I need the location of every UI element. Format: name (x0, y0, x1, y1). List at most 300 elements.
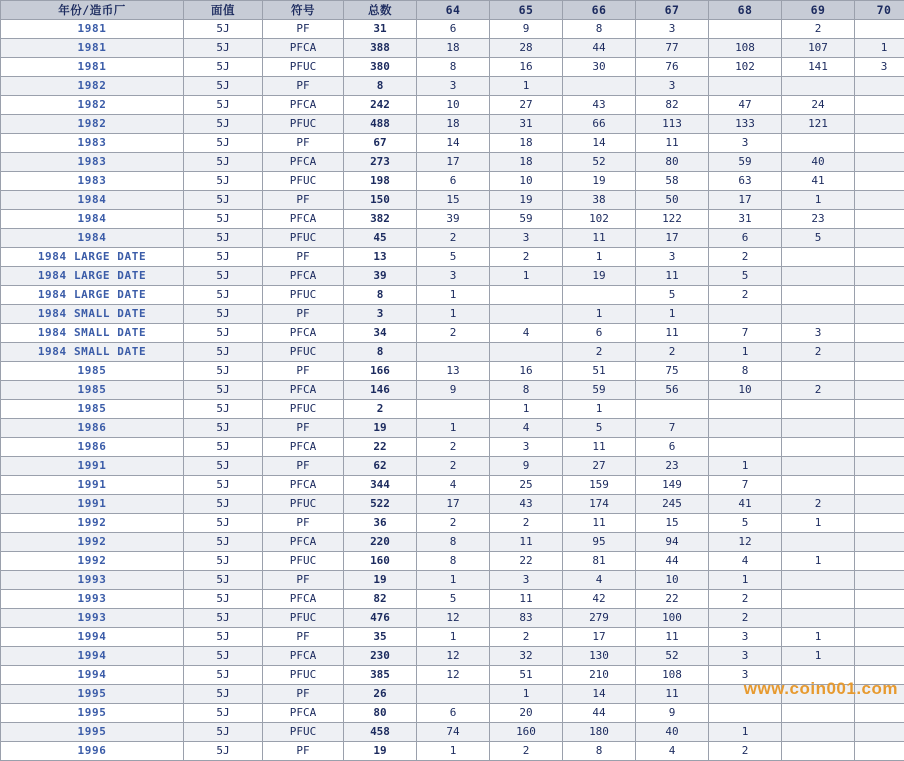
cell-denom: 5J (184, 590, 263, 609)
cell-total: 166 (344, 362, 417, 381)
cell-denom: 5J (184, 305, 263, 324)
cell-g65: 25 (490, 476, 563, 495)
cell-g69 (782, 267, 855, 286)
cell-g70 (855, 305, 904, 324)
cell-g67: 122 (636, 210, 709, 229)
cell-total: 82 (344, 590, 417, 609)
cell-symbol: PFCA (263, 533, 344, 552)
cell-g67: 11 (636, 685, 709, 704)
cell-denom: 5J (184, 286, 263, 305)
cell-g67: 50 (636, 191, 709, 210)
cell-g66: 17 (563, 628, 636, 647)
cell-denom: 5J (184, 628, 263, 647)
cell-g66: 279 (563, 609, 636, 628)
cell-denom: 5J (184, 666, 263, 685)
cell-g68: 2 (709, 590, 782, 609)
cell-g65: 11 (490, 590, 563, 609)
cell-g65: 31 (490, 115, 563, 134)
cell-denom: 5J (184, 20, 263, 39)
cell-g64: 4 (417, 476, 490, 495)
cell-g65: 1 (490, 400, 563, 419)
column-header-total: 总数 (344, 1, 417, 20)
watermark-text: www.coin001.com (744, 679, 898, 698)
table-row (1, 552, 904, 571)
cell-g70 (855, 172, 904, 191)
cell-g69: 141 (782, 58, 855, 77)
column-header-year: 年份/造币厂 (1, 1, 184, 20)
cell-g65: 27 (490, 96, 563, 115)
cell-g65: 2 (490, 248, 563, 267)
cell-g69: 23 (782, 210, 855, 229)
table-row (1, 172, 904, 191)
cell-denom: 5J (184, 457, 263, 476)
cell-g67: 3 (636, 77, 709, 96)
cell-year: 1984 SMALL DATE (1, 305, 184, 324)
cell-g66: 130 (563, 647, 636, 666)
cell-total: 273 (344, 153, 417, 172)
cell-total: 380 (344, 58, 417, 77)
cell-g67: 44 (636, 552, 709, 571)
cell-g64: 13 (417, 362, 490, 381)
cell-g67: 2 (636, 343, 709, 362)
cell-total: 385 (344, 666, 417, 685)
cell-denom: 5J (184, 229, 263, 248)
table-row (1, 134, 904, 153)
cell-symbol: PFUC (263, 58, 344, 77)
cell-g66: 38 (563, 191, 636, 210)
cell-g64: 1 (417, 419, 490, 438)
cell-g68: 102 (709, 58, 782, 77)
table-row (1, 419, 904, 438)
cell-total: 35 (344, 628, 417, 647)
cell-total: 45 (344, 229, 417, 248)
cell-g67: 3 (636, 248, 709, 267)
cell-g64: 6 (417, 172, 490, 191)
cell-g64: 18 (417, 39, 490, 58)
cell-g68: 59 (709, 153, 782, 172)
cell-total: 388 (344, 39, 417, 58)
cell-symbol: PF (263, 134, 344, 153)
cell-g67: 15 (636, 514, 709, 533)
cell-g68: 7 (709, 476, 782, 495)
cell-g64: 2 (417, 438, 490, 457)
cell-total: 8 (344, 286, 417, 305)
cell-g67: 113 (636, 115, 709, 134)
cell-g67: 82 (636, 96, 709, 115)
cell-symbol: PFUC (263, 609, 344, 628)
cell-g66: 174 (563, 495, 636, 514)
cell-g69: 2 (782, 495, 855, 514)
table-row (1, 590, 904, 609)
cell-g68: 1 (709, 723, 782, 742)
cell-g68: 41 (709, 495, 782, 514)
cell-denom: 5J (184, 324, 263, 343)
cell-g69: 2 (782, 343, 855, 362)
cell-g65 (490, 286, 563, 305)
cell-g70 (855, 20, 904, 39)
cell-g64: 74 (417, 723, 490, 742)
cell-g68 (709, 305, 782, 324)
table-row (1, 495, 904, 514)
cell-g66: 27 (563, 457, 636, 476)
cell-total: 458 (344, 723, 417, 742)
cell-g64: 17 (417, 495, 490, 514)
cell-g69 (782, 742, 855, 761)
cell-g66: 180 (563, 723, 636, 742)
column-header-g66: 66 (563, 1, 636, 20)
cell-g66: 1 (563, 400, 636, 419)
cell-g66: 43 (563, 96, 636, 115)
cell-g69: 1 (782, 191, 855, 210)
cell-g70 (855, 77, 904, 96)
cell-year: 1991 (1, 457, 184, 476)
table-row (1, 381, 904, 400)
cell-g65: 3 (490, 438, 563, 457)
cell-total: 62 (344, 457, 417, 476)
cell-g66: 11 (563, 514, 636, 533)
cell-g65: 18 (490, 134, 563, 153)
cell-g66: 6 (563, 324, 636, 343)
cell-total: 31 (344, 20, 417, 39)
cell-g65: 8 (490, 381, 563, 400)
cell-total: 67 (344, 134, 417, 153)
cell-year: 1986 (1, 419, 184, 438)
cell-year: 1983 (1, 172, 184, 191)
cell-total: 230 (344, 647, 417, 666)
cell-denom: 5J (184, 533, 263, 552)
table-row (1, 362, 904, 381)
cell-g66: 14 (563, 134, 636, 153)
cell-g70 (855, 153, 904, 172)
cell-year: 1982 (1, 77, 184, 96)
cell-g70 (855, 343, 904, 362)
cell-g65: 43 (490, 495, 563, 514)
cell-g67: 94 (636, 533, 709, 552)
cell-g68: 6 (709, 229, 782, 248)
cell-g70: 1 (855, 39, 904, 58)
cell-g69 (782, 400, 855, 419)
cell-g70 (855, 666, 904, 685)
cell-denom: 5J (184, 115, 263, 134)
cell-total: 146 (344, 381, 417, 400)
cell-g69: 2 (782, 381, 855, 400)
table-row (1, 191, 904, 210)
cell-g65: 10 (490, 172, 563, 191)
cell-denom: 5J (184, 609, 263, 628)
cell-g66: 44 (563, 704, 636, 723)
cell-total: 344 (344, 476, 417, 495)
cell-g69 (782, 476, 855, 495)
cell-g69 (782, 362, 855, 381)
cell-g64: 1 (417, 286, 490, 305)
column-header-denom: 面值 (184, 1, 263, 20)
cell-g70 (855, 742, 904, 761)
cell-g65: 9 (490, 20, 563, 39)
cell-g65: 1 (490, 685, 563, 704)
table-row (1, 39, 904, 58)
cell-g69: 121 (782, 115, 855, 134)
cell-symbol: PFCA (263, 210, 344, 229)
cell-g69: 3 (782, 324, 855, 343)
cell-denom: 5J (184, 647, 263, 666)
cell-symbol: PF (263, 628, 344, 647)
cell-g65: 32 (490, 647, 563, 666)
cell-symbol: PFCA (263, 476, 344, 495)
cell-symbol: PFUC (263, 666, 344, 685)
cell-total: 8 (344, 77, 417, 96)
table-row (1, 229, 904, 248)
cell-g68 (709, 419, 782, 438)
cell-g67: 149 (636, 476, 709, 495)
cell-denom: 5J (184, 77, 263, 96)
cell-g69 (782, 685, 855, 704)
cell-g65: 18 (490, 153, 563, 172)
cell-g68: 47 (709, 96, 782, 115)
cell-year: 1995 (1, 723, 184, 742)
cell-year: 1992 (1, 552, 184, 571)
table-row (1, 210, 904, 229)
cell-symbol: PF (263, 362, 344, 381)
cell-g68: 108 (709, 39, 782, 58)
cell-total: 80 (344, 704, 417, 723)
cell-total: 488 (344, 115, 417, 134)
cell-g64: 1 (417, 628, 490, 647)
cell-g68 (709, 685, 782, 704)
cell-g66: 210 (563, 666, 636, 685)
table-row (1, 343, 904, 362)
table-row (1, 286, 904, 305)
cell-g70 (855, 286, 904, 305)
cell-g69: 41 (782, 172, 855, 191)
table-row (1, 58, 904, 77)
table-row (1, 533, 904, 552)
cell-g70: 3 (855, 58, 904, 77)
cell-g67: 6 (636, 438, 709, 457)
cell-g66: 8 (563, 20, 636, 39)
cell-g67: 17 (636, 229, 709, 248)
table-body (1, 20, 904, 761)
cell-g66: 8 (563, 742, 636, 761)
cell-g65: 20 (490, 704, 563, 723)
cell-g69: 1 (782, 552, 855, 571)
cell-g68 (709, 20, 782, 39)
cell-g67: 52 (636, 647, 709, 666)
cell-g66: 59 (563, 381, 636, 400)
cell-g69: 1 (782, 514, 855, 533)
cell-g70 (855, 609, 904, 628)
cell-g68: 3 (709, 134, 782, 153)
cell-year: 1984 SMALL DATE (1, 343, 184, 362)
cell-g68: 5 (709, 514, 782, 533)
cell-g69: 1 (782, 628, 855, 647)
cell-denom: 5J (184, 571, 263, 590)
cell-g65: 11 (490, 533, 563, 552)
cell-g66: 159 (563, 476, 636, 495)
cell-denom: 5J (184, 704, 263, 723)
table-row (1, 77, 904, 96)
cell-g65: 16 (490, 362, 563, 381)
cell-g65: 51 (490, 666, 563, 685)
cell-g67: 56 (636, 381, 709, 400)
cell-symbol: PFCA (263, 704, 344, 723)
table-row (1, 571, 904, 590)
cell-g65: 59 (490, 210, 563, 229)
cell-denom: 5J (184, 39, 263, 58)
cell-denom: 5J (184, 58, 263, 77)
cell-g69 (782, 571, 855, 590)
table-row (1, 305, 904, 324)
cell-g64: 3 (417, 267, 490, 286)
cell-year: 1992 (1, 514, 184, 533)
cell-g70 (855, 210, 904, 229)
cell-g67: 58 (636, 172, 709, 191)
cell-g70 (855, 704, 904, 723)
cell-symbol: PFUC (263, 343, 344, 362)
cell-year: 1984 (1, 229, 184, 248)
column-header-g65: 65 (490, 1, 563, 20)
table-row (1, 324, 904, 343)
table-row (1, 666, 904, 685)
cell-symbol: PFCA (263, 267, 344, 286)
cell-symbol: PFUC (263, 172, 344, 191)
cell-g64: 2 (417, 514, 490, 533)
cell-symbol: PFCA (263, 324, 344, 343)
cell-g67: 40 (636, 723, 709, 742)
cell-g65: 16 (490, 58, 563, 77)
cell-g66: 102 (563, 210, 636, 229)
cell-g67: 9 (636, 704, 709, 723)
cell-year: 1983 (1, 153, 184, 172)
cell-symbol: PFUC (263, 286, 344, 305)
cell-symbol: PF (263, 20, 344, 39)
cell-denom: 5J (184, 476, 263, 495)
cell-year: 1982 (1, 96, 184, 115)
cell-g64: 12 (417, 666, 490, 685)
column-header-symbol: 符号 (263, 1, 344, 20)
cell-year: 1984 (1, 210, 184, 229)
cell-g69 (782, 134, 855, 153)
table-row (1, 685, 904, 704)
cell-g68 (709, 438, 782, 457)
cell-denom: 5J (184, 400, 263, 419)
cell-g66: 81 (563, 552, 636, 571)
cell-g65: 2 (490, 514, 563, 533)
cell-g70 (855, 229, 904, 248)
cell-g65: 1 (490, 267, 563, 286)
cell-g66: 19 (563, 172, 636, 191)
cell-g68: 2 (709, 742, 782, 761)
cell-g66: 52 (563, 153, 636, 172)
cell-g65: 4 (490, 419, 563, 438)
cell-symbol: PF (263, 457, 344, 476)
cell-g69: 40 (782, 153, 855, 172)
cell-year: 1991 (1, 495, 184, 514)
table-row (1, 20, 904, 39)
cell-g70 (855, 400, 904, 419)
column-header-g64: 64 (417, 1, 490, 20)
cell-denom: 5J (184, 495, 263, 514)
cell-year: 1992 (1, 533, 184, 552)
cell-g65: 2 (490, 742, 563, 761)
cell-g64: 15 (417, 191, 490, 210)
cell-symbol: PFCA (263, 381, 344, 400)
cell-g65 (490, 343, 563, 362)
cell-year: 1996 (1, 742, 184, 761)
table-row (1, 609, 904, 628)
cell-g64: 6 (417, 20, 490, 39)
column-header-g70: 70 (855, 1, 904, 20)
cell-g68: 1 (709, 571, 782, 590)
table-row (1, 400, 904, 419)
cell-g67: 108 (636, 666, 709, 685)
cell-g65: 28 (490, 39, 563, 58)
cell-g70 (855, 96, 904, 115)
cell-g64: 18 (417, 115, 490, 134)
cell-g64: 2 (417, 457, 490, 476)
cell-g67: 80 (636, 153, 709, 172)
cell-g66: 1 (563, 305, 636, 324)
cell-g65: 4 (490, 324, 563, 343)
cell-g64: 10 (417, 96, 490, 115)
cell-g65: 19 (490, 191, 563, 210)
cell-g68: 3 (709, 628, 782, 647)
cell-year: 1981 (1, 39, 184, 58)
cell-g69 (782, 77, 855, 96)
cell-total: 220 (344, 533, 417, 552)
cell-g67: 3 (636, 20, 709, 39)
cell-year: 1993 (1, 571, 184, 590)
cell-g70 (855, 571, 904, 590)
cell-g66 (563, 77, 636, 96)
cell-g65 (490, 305, 563, 324)
cell-symbol: PFUC (263, 723, 344, 742)
cell-year: 1985 (1, 362, 184, 381)
cell-g70 (855, 134, 904, 153)
table-row (1, 647, 904, 666)
cell-g64: 9 (417, 381, 490, 400)
cell-g67: 100 (636, 609, 709, 628)
column-header-g68: 68 (709, 1, 782, 20)
cell-denom: 5J (184, 514, 263, 533)
column-header-g69: 69 (782, 1, 855, 20)
cell-g66: 4 (563, 571, 636, 590)
cell-year: 1993 (1, 590, 184, 609)
cell-g67: 75 (636, 362, 709, 381)
cell-g69 (782, 286, 855, 305)
cell-g66: 51 (563, 362, 636, 381)
cell-g69 (782, 248, 855, 267)
cell-g64: 2 (417, 229, 490, 248)
cell-g66: 44 (563, 39, 636, 58)
cell-g68: 3 (709, 666, 782, 685)
cell-g64: 5 (417, 590, 490, 609)
cell-g65: 1 (490, 77, 563, 96)
cell-g65: 3 (490, 229, 563, 248)
cell-year: 1981 (1, 58, 184, 77)
cell-year: 1982 (1, 115, 184, 134)
cell-g68: 63 (709, 172, 782, 191)
cell-g67: 22 (636, 590, 709, 609)
cell-g67 (636, 400, 709, 419)
cell-g67: 11 (636, 267, 709, 286)
cell-g67: 11 (636, 628, 709, 647)
cell-g69: 2 (782, 20, 855, 39)
cell-g67: 11 (636, 324, 709, 343)
cell-symbol: PF (263, 305, 344, 324)
cell-total: 34 (344, 324, 417, 343)
cell-g64: 12 (417, 647, 490, 666)
table-row (1, 628, 904, 647)
